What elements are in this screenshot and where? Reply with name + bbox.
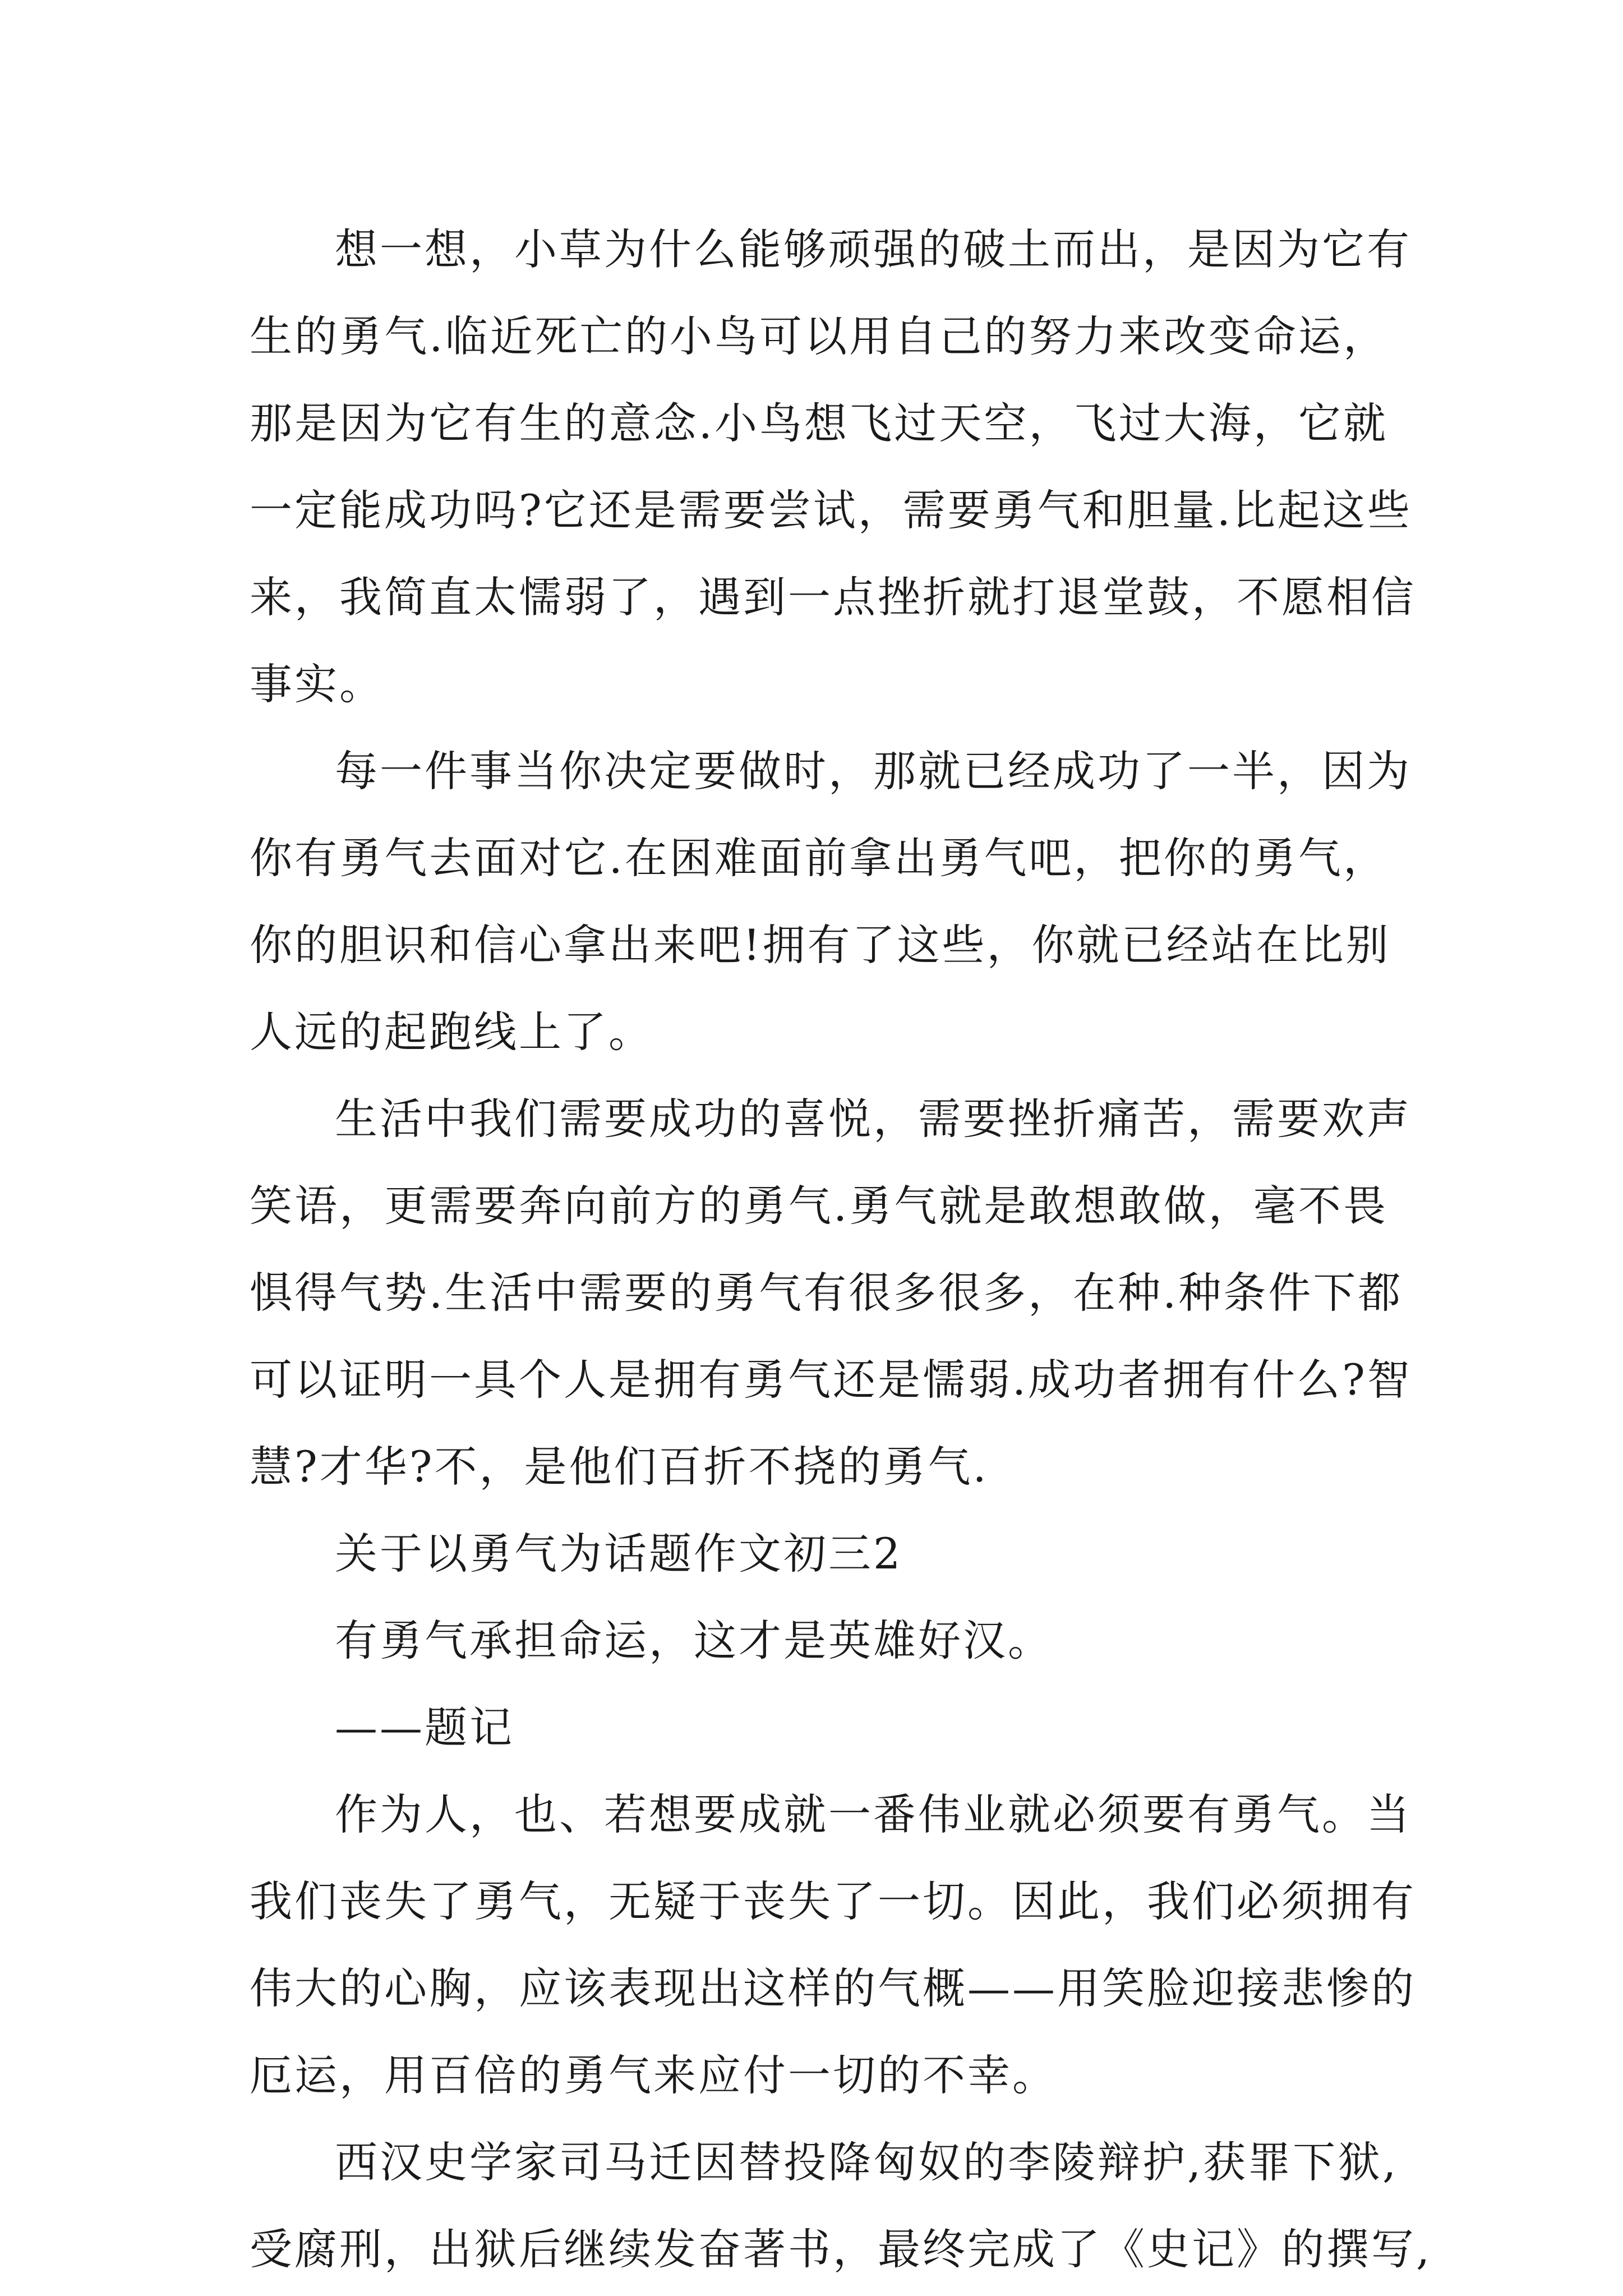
text-line: 你有勇气去面对它.在困难面前拿出勇气吧，把你的勇气， (250, 833, 1388, 883)
text-line: 受腐刑，出狱后继续发奋著书，最终完成了《史记》的撰写, (250, 2224, 1432, 2274)
text-line: 慧?才华?不，是他们百折不挠的勇气. (250, 1442, 989, 1492)
text-line: 生活中我们需要成功的喜悦，需要挫折痛苦，需要欢声 (335, 1094, 1412, 1144)
text-line: 惧得气势.生活中需要的勇气有很多很多，在种.种条件下都 (250, 1268, 1403, 1318)
epigraph: 有勇气承担命运，这才是英雄好汉。 (335, 1616, 1053, 1665)
text-line: 你的胆识和信心拿出来吧!拥有了这些，你就已经站在比别 (250, 920, 1391, 970)
text-line: 人远的起跑线上了。 (250, 1007, 653, 1057)
text-line: 作为人，也、若想要成就一番伟业就必须要有勇气。当 (335, 1789, 1412, 1839)
epigraph-attribution: ——题记 (335, 1703, 514, 1752)
text-line: 厄运，用百倍的勇气来应付一切的不幸。 (250, 2050, 1057, 2100)
text-line: 一定能成功吗?它还是需要尝试，需要勇气和胆量.比起这些 (250, 485, 1412, 535)
text-line: 那是因为它有生的意念.小鸟想飞过天空，飞过大海，它就 (250, 398, 1388, 448)
section-heading: 关于以勇气为话题作文初三2 (335, 1529, 903, 1579)
text-line: 事实。 (250, 659, 384, 709)
text-line: 我们丧失了勇气，无疑于丧失了一切。因此，我们必须拥有 (250, 1876, 1416, 1926)
text-line: 可以证明一具个人是拥有勇气还是懦弱.成功者拥有什么?智 (250, 1355, 1412, 1405)
text-line: 生的勇气.临近死亡的小鸟可以用自己的努力来改变命运， (250, 311, 1388, 361)
text-line: 笑语，更需要奔向前方的勇气.勇气就是敢想敢做，毫不畏 (250, 1181, 1388, 1231)
text-line: 西汉史学家司马迁因替投降匈奴的李陵辩护,获罪下狱, (335, 2137, 1399, 2187)
text-line: 来，我简直太懦弱了，遇到一点挫折就打退堂鼓，不愿相信 (250, 572, 1416, 622)
text-line: 每一件事当你决定要做时，那就已经成功了一半，因为 (335, 746, 1412, 796)
text-line: 伟大的心胸，应该表现出这样的气概——用笑脸迎接悲惨的 (250, 1963, 1416, 2013)
text-line: 想一想，小草为什么能够顽强的破土而出，是因为它有 (335, 224, 1412, 274)
